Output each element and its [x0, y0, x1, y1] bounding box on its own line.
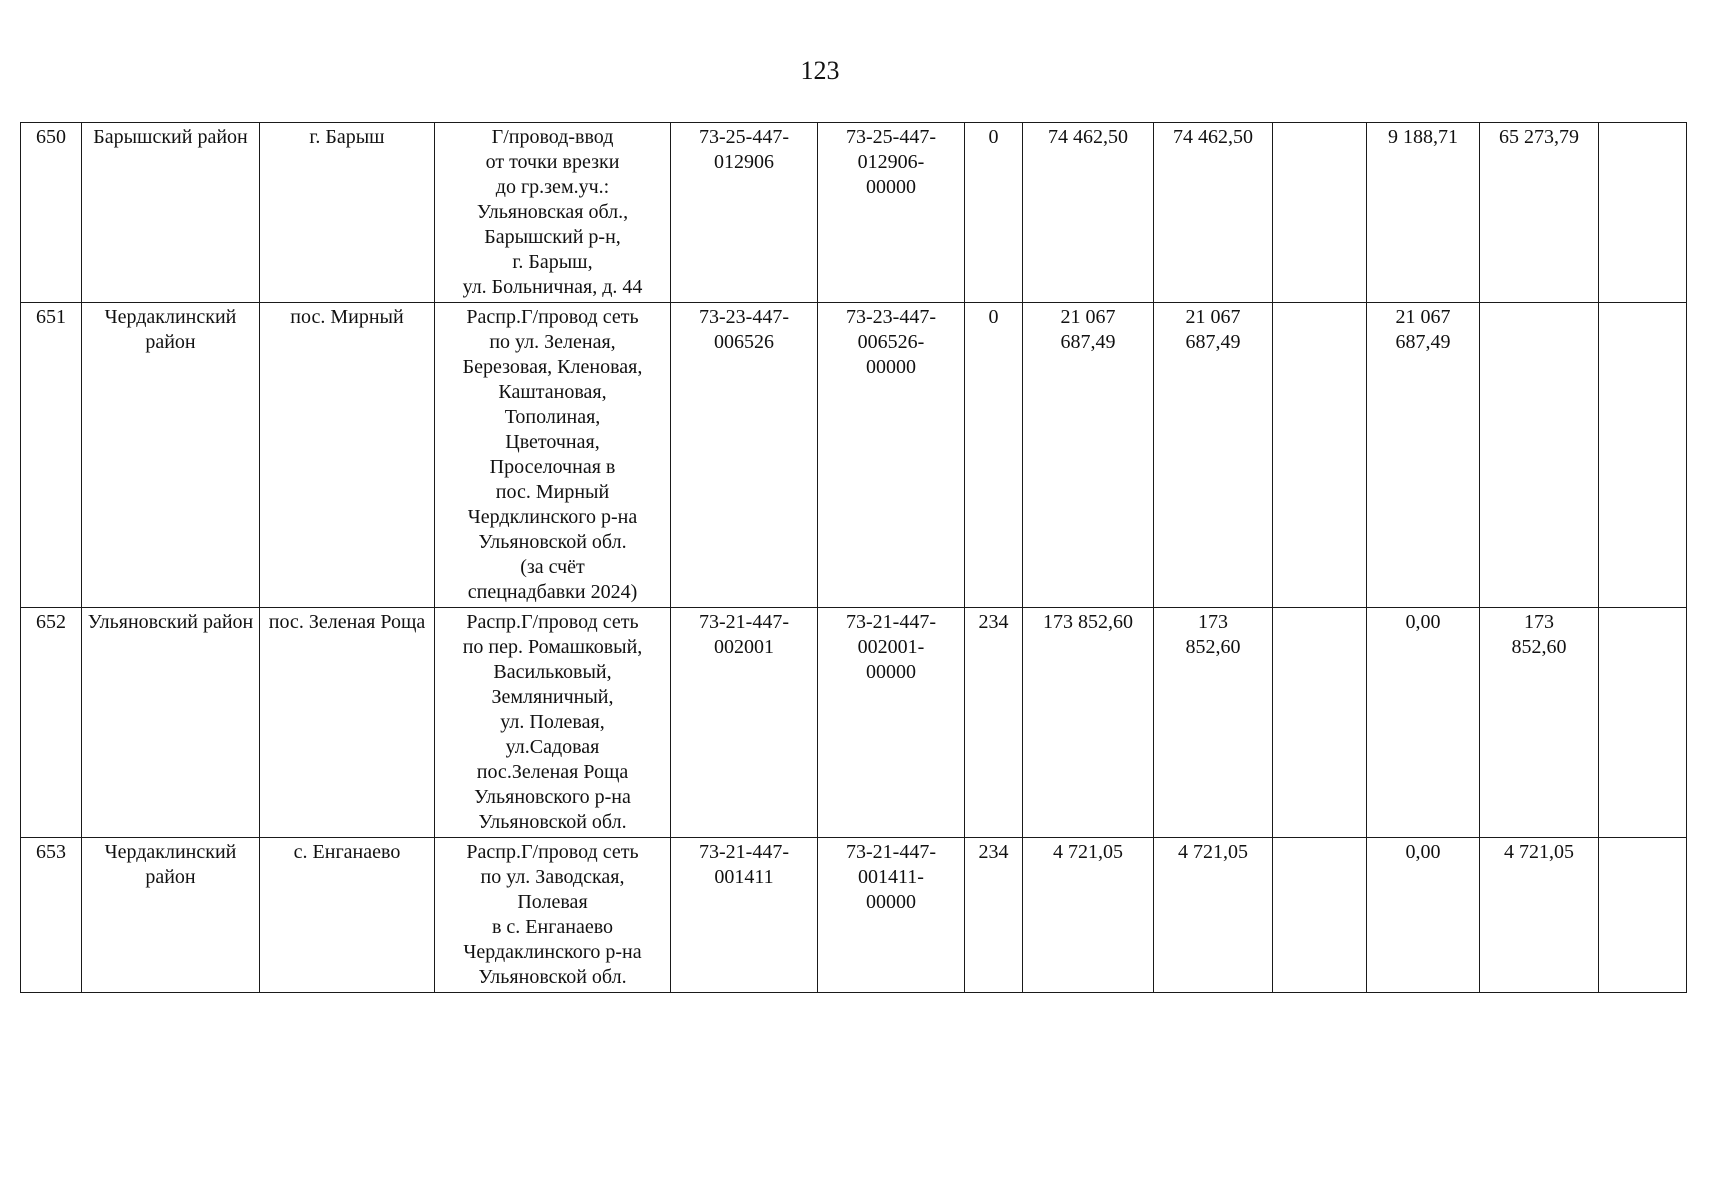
- value-cell: 0,00: [1367, 608, 1480, 838]
- row-number-cell: 651: [21, 303, 82, 608]
- inventory-code-cell: 73-23-447- 006526- 00000: [818, 303, 965, 608]
- value-cell: [1273, 608, 1367, 838]
- value-cell: 173 852,60: [1023, 608, 1154, 838]
- locality-cell: пос. Зеленая Роща: [260, 608, 435, 838]
- locality-cell: пос. Мирный: [260, 303, 435, 608]
- district-cell: Ульяновский район: [82, 608, 260, 838]
- page-number: 123: [800, 56, 840, 85]
- inventory-code-cell: 73-21-447- 002001- 00000: [818, 608, 965, 838]
- district-cell: Чердаклинский район: [82, 303, 260, 608]
- registry-table: [20, 122, 1687, 993]
- object-description-cell: Г/провод-ввод от точки врезки до гр.зем.уч.: Ульяновская обл., Барышский р-н, г. Барыш, ул. Больничная, д. 44: [435, 123, 671, 303]
- table-row: [21, 608, 1687, 838]
- inventory-code-cell: 73-21-447- 001411- 00000: [818, 838, 965, 993]
- value-cell: 74 462,50: [1154, 123, 1273, 303]
- value-cell: [1599, 303, 1687, 608]
- value-cell: 0: [965, 303, 1023, 608]
- object-code-cell: 73-21-447- 002001: [671, 608, 818, 838]
- row-number-cell: 653: [21, 838, 82, 993]
- row-number-cell: 650: [21, 123, 82, 303]
- locality-cell: с. Енганаево: [260, 838, 435, 993]
- value-cell: 21 067 687,49: [1154, 303, 1273, 608]
- inventory-code-cell: 73-25-447- 012906- 00000: [818, 123, 965, 303]
- value-cell: 0: [965, 123, 1023, 303]
- value-cell: [1273, 303, 1367, 608]
- object-code-cell: 73-25-447- 012906: [671, 123, 818, 303]
- value-cell: 74 462,50: [1023, 123, 1154, 303]
- object-description-cell: Распр.Г/провод сеть по ул. Зеленая, Березовая, Кленовая, Каштановая, Тополиная, Цветочная, Проселочная в пос. Мирный Чердклинского р-на Ульяновской обл. (за счёт спецнадбавки 2024): [435, 303, 671, 608]
- district-cell: Барышский район: [82, 123, 260, 303]
- locality-cell: г. Барыш: [260, 123, 435, 303]
- value-cell: 4 721,05: [1154, 838, 1273, 993]
- table-row: [21, 123, 1687, 303]
- value-cell: 173 852,60: [1154, 608, 1273, 838]
- value-cell: [1273, 838, 1367, 993]
- table-row: [21, 303, 1687, 608]
- value-cell: [1273, 123, 1367, 303]
- value-cell: [1599, 123, 1687, 303]
- value-cell: [1480, 303, 1599, 608]
- value-cell: 234: [965, 608, 1023, 838]
- table-row: [21, 838, 1687, 993]
- object-code-cell: 73-23-447- 006526: [671, 303, 818, 608]
- value-cell: 65 273,79: [1480, 123, 1599, 303]
- value-cell: 21 067 687,49: [1367, 303, 1480, 608]
- value-cell: 9 188,71: [1367, 123, 1480, 303]
- value-cell: 4 721,05: [1480, 838, 1599, 993]
- object-description-cell: Распр.Г/провод сеть по пер. Ромашковый, Васильковый, Земляничный, ул. Полевая, ул.Садовая пос.Зеленая Роща Ульяновского р-на Ульяновской обл.: [435, 608, 671, 838]
- value-cell: [1599, 608, 1687, 838]
- value-cell: 173 852,60: [1480, 608, 1599, 838]
- value-cell: 4 721,05: [1023, 838, 1154, 993]
- value-cell: 234: [965, 838, 1023, 993]
- object-description-cell: Распр.Г/провод сеть по ул. Заводская, Полевая в с. Енганаево Чердаклинского р-на Ульяновской обл.: [435, 838, 671, 993]
- value-cell: [1599, 838, 1687, 993]
- value-cell: 21 067 687,49: [1023, 303, 1154, 608]
- district-cell: Чердаклинский район: [82, 838, 260, 993]
- value-cell: 0,00: [1367, 838, 1480, 993]
- object-code-cell: 73-21-447- 001411: [671, 838, 818, 993]
- row-number-cell: 652: [21, 608, 82, 838]
